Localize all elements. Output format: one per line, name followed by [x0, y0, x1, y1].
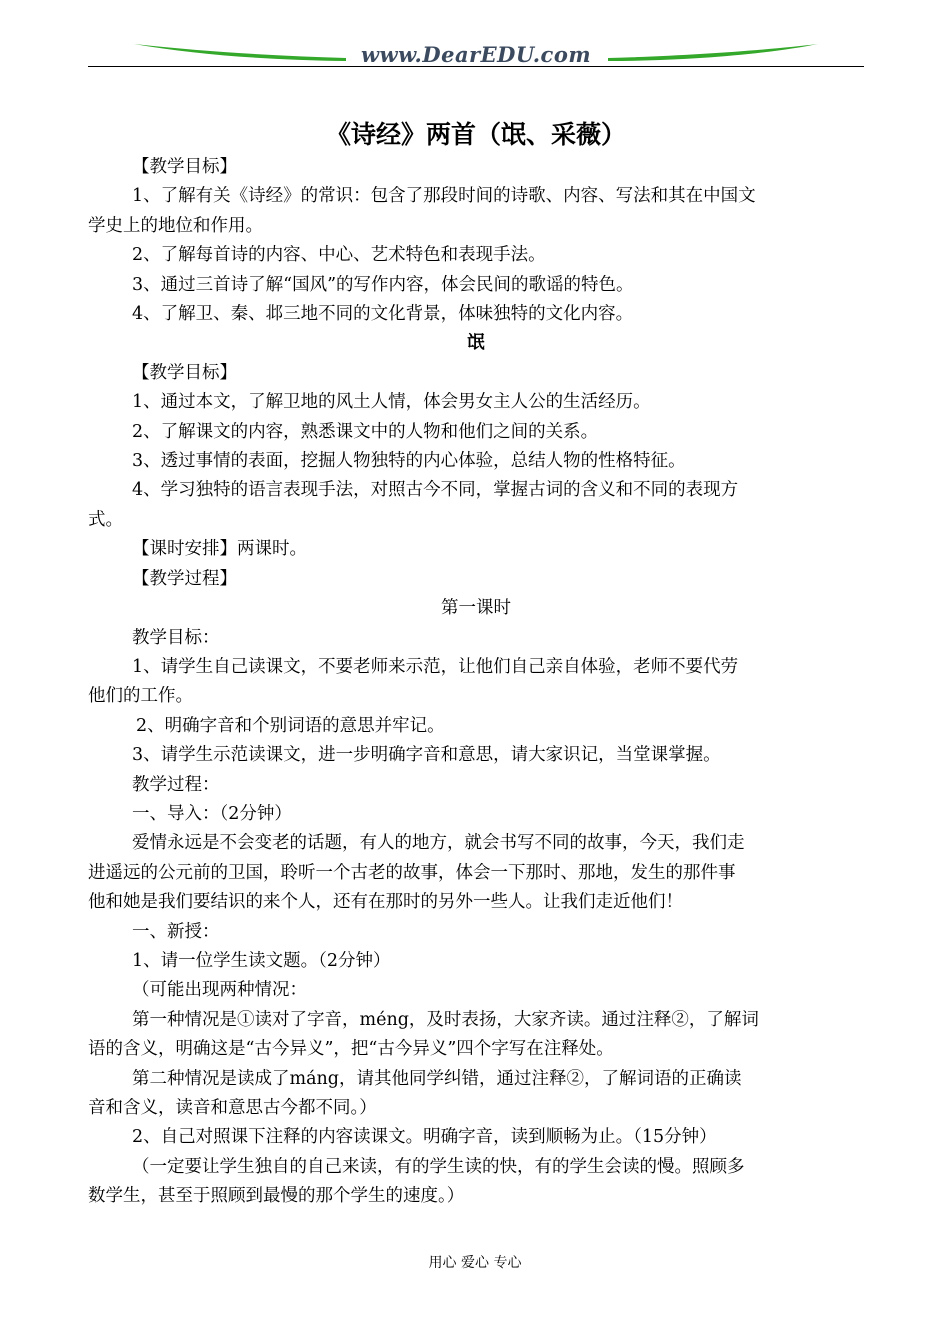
paragraph-line: 音和含义，读音和意思古今都不同。） — [88, 1098, 377, 1118]
paragraph-line: 2、了解课文的内容，熟悉课文中的人物和他们之间的关系。 — [132, 421, 599, 442]
paragraph-line: 3、透过事情的表面，挖掘人物独特的内心体验，总结人物的性格特征。 — [132, 451, 686, 472]
paragraph-line: 1、请一位学生读文题。（2分钟） — [132, 950, 391, 971]
paragraph-line: 4、了解卫、秦、邶三地不同的文化背景，体味独特的文化内容。 — [132, 304, 634, 325]
poem-heading: 氓 — [467, 333, 485, 354]
doc-title: 《诗经》两首（氓、采薇） — [325, 120, 626, 149]
section-heading: 【教学过程】 — [132, 568, 237, 589]
paragraph-line: 数学生，甚至于照顾到最慢的那个学生的速度。） — [88, 1186, 465, 1207]
header-divider — [88, 66, 864, 67]
paragraph-line: 一、新授： — [132, 921, 220, 942]
paragraph-line: 进遥远的公元前的卫国，聆听一个古老的故事，体会一下那时、那地，发生的那件事 — [88, 862, 736, 883]
paragraph-line: 他们的工作。 — [88, 686, 193, 707]
lesson-heading: 第一课时 — [441, 598, 511, 619]
section-heading: 【教学目标】 — [132, 157, 237, 177]
paragraph-line: 他和她是我们要结识的来个人，还有在那时的另外一些人。让我们走近他们！ — [88, 892, 683, 913]
paragraph-line: 2、自己对照课下注释的内容读课文。明确字音，读到顺畅为止。（15分钟） — [132, 1127, 717, 1148]
paragraph-line: 1、了解有关《诗经》的常识：包含了那段时间的诗歌、内容、写法和其在中国文 — [132, 186, 756, 207]
page-footer: 用心 爱心 专心 — [428, 1255, 522, 1271]
paragraph-line: 爱情永远是不会变老的话题，有人的地方，就会书写不同的故事，今天，我们走 — [132, 833, 745, 854]
paragraph-line: 第二种情况是读成了máng，请其他同学纠错，通过注释②，了解词语的正确读 — [132, 1068, 742, 1089]
paragraph-line: 1、请学生自己读课文，不要老师来示范，让他们自己亲自体验，老师不要代劳 — [132, 656, 739, 677]
paragraph-line: （可能出现两种情况： — [132, 980, 307, 1001]
section-heading: 【课时安排】两课时。 — [132, 539, 307, 560]
paragraph-line: 式。 — [88, 509, 123, 530]
paragraph-line: 学史上的地位和作用。 — [88, 215, 263, 236]
section-heading: 【教学目标】 — [132, 362, 237, 383]
document-body — [88, 118, 864, 1212]
site-brand[interactable]: www.DearEDU.com — [360, 42, 592, 67]
paragraph-line: 2、了解每首诗的内容、中心、艺术特色和表现手法。 — [132, 245, 546, 266]
site-header — [88, 36, 864, 70]
paragraph-line: 4、学习独特的语言表现手法，对照古今不同，掌握古词的含义和不同的表现方 — [132, 480, 739, 501]
paragraph-line: 3、请学生示范读课文，进一步明确字音和意思，请大家识记，当堂课掌握。 — [132, 745, 721, 766]
paragraph-line: 教学过程： — [132, 774, 220, 795]
paragraph-line: 2、明确字音和个别词语的意思并牢记。 — [136, 715, 445, 736]
paragraph-line: 第一种情况是①读对了字音，méng，及时表扬，大家齐读。通过注释②，了解词 — [132, 1009, 759, 1030]
paragraph-line: 一、导入：（2分钟） — [132, 803, 292, 824]
paragraph-line: 教学目标： — [132, 627, 220, 648]
paragraph-line: 3、通过三首诗了解“国风”的写作内容，体会民间的歌谣的特色。 — [132, 274, 634, 295]
paragraph-line: （一定要让学生独自的自己来读，有的学生读的快，有的学生会读的慢。照顾多 — [132, 1156, 745, 1177]
paragraph-line: 语的含义，明确这是“古今异义”，把“古今异义”四个字写在注释处。 — [88, 1039, 614, 1060]
paragraph-line: 1、通过本文，了解卫地的风土人情，体会男女主人公的生活经历。 — [132, 392, 651, 413]
